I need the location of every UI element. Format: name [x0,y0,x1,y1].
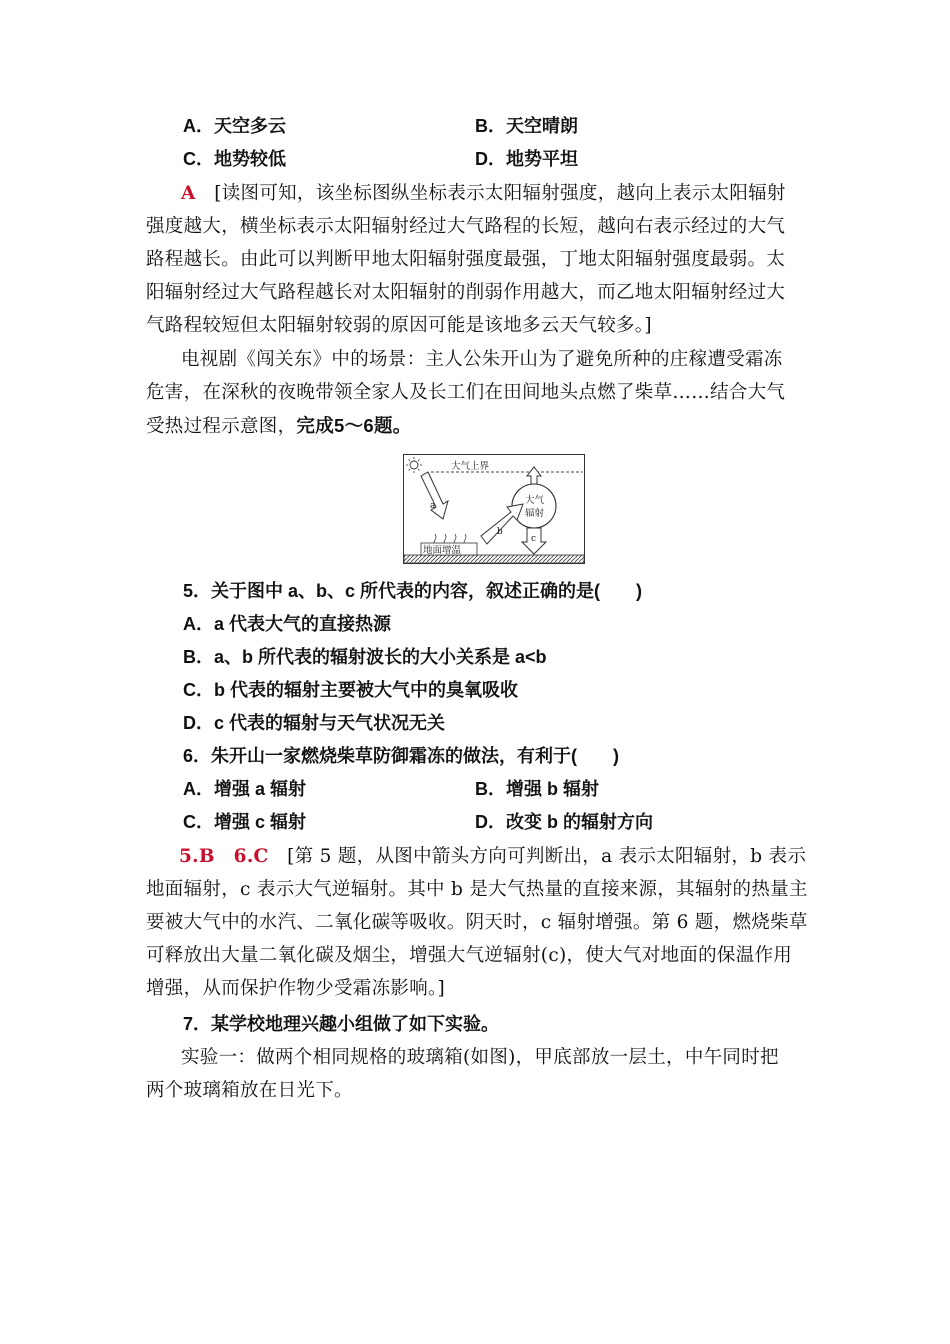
atmosphere-label-1: 大气 [525,495,545,506]
q4-answer-line: 强度越大，横坐标表示太阳辐射经过大气路程的长短，越向右表示经过的大气 [146,216,786,237]
passage-line-3-bold: 完成5～6题。 [296,415,412,436]
q5-option-b: B．a、b 所代表的辐射波长的大小关系是 a<b [183,647,547,667]
q6-option-c: C．增强 c 辐射 [183,812,307,832]
q5-option-c: C．b 代表的辐射主要被大气中的臭氧吸收 [183,680,518,700]
q6-option-a: A．增强 a 辐射 [183,779,307,799]
q6-option-b: B．增强 b 辐射 [475,779,599,799]
q56-answer-line: 可释放出大量二氧化碳及烟尘，增强大气逆辐射(c)，使大气对地面的保温作用 [146,945,793,966]
q56-answer-text: [第 5 题，从图中箭头方向可判断出，a 表示太阳辐射，b 表示 [287,846,807,867]
label-b: b [497,527,503,537]
ground-surface [404,555,584,563]
q4-answer-text: [读图可知，该坐标图纵坐标表示太阳辐射强度，越向上表示太阳辐射 [214,183,786,204]
q7-line: 实验一：做两个相同规格的玻璃箱(如图)，甲底部放一层土，中午同时把 [181,1047,779,1068]
q56-answer-line: 要被大气中的水汽、二氧化碳等吸收。阴天时，c 辐射增强。第 6 题，燃烧柴草 [146,912,808,933]
q4-option-a: A．天空多云 [183,116,286,136]
q7-line: 两个玻璃箱放在日光下。 [146,1080,353,1101]
atmosphere-top-label: 大气上界 [451,461,490,472]
q4-option-b: B．天空晴朗 [475,116,578,136]
passage-line-3 [146,413,412,440]
q4-option-c: C．地势较低 [183,149,286,169]
q4-option-d: D．地势平坦 [475,149,578,169]
q4-answer-line: 阳辐射经过大气路程越长对太阳辐射的削弱作用越大，而乙地太阳辐射经过大 [146,282,786,303]
q4-answer-first-line [181,181,786,207]
q56-answer-first-line [179,844,806,870]
label-c: c [531,534,537,544]
q5-option-a: A．a 代表大气的直接热源 [183,614,392,634]
q6-option-d: D．改变 b 的辐射方向 [475,812,653,832]
q56-answer-line: 地面辐射，c 表示大气逆辐射。其中 b 是大气热量的直接来源，其辐射的热量主 [146,879,808,900]
atmosphere-heating-diagram [403,454,585,564]
q5-stem: 5．关于图中 a、b、c 所代表的内容，叙述正确的是( ) [183,581,643,601]
q4-answer-line: 路程越长。由此可以判断甲地太阳辐射强度最强，丁地太阳辐射强度最弱。太 [146,249,786,270]
passage-line-3-start: 受热过程示意图， [146,416,297,437]
q5-option-d: D．c 代表的辐射与天气状况无关 [183,713,446,733]
ground-label: 地面增温 [423,545,462,556]
q6-stem: 6．朱开山一家燃烧柴草防御霜冻的做法，有利于( ) [183,746,619,766]
q4-answer-line: 气路程较短但太阳辐射较弱的原因可能是该地多云天气较多。] [146,315,652,336]
passage-line: 危害，在深秋的夜晚带领全家人及长工们在田间地头点燃了柴草……结合大气 [146,382,786,403]
label-a: a [430,501,436,511]
q7-stem: 7．某学校地理兴趣小组做了如下实验。 [183,1014,500,1034]
atmosphere-label-2: 辐射 [525,508,545,519]
q4-answer-letter: A [181,183,196,204]
passage-line: 电视剧《闯关东》中的场景：主人公朱开山为了避免所种的庄稼遭受霜冻 [181,349,783,370]
q56-answer-line: 增强，从而保护作物少受霜冻影响。] [146,978,446,999]
q56-answer-key: 5.B 6.C [179,846,269,867]
